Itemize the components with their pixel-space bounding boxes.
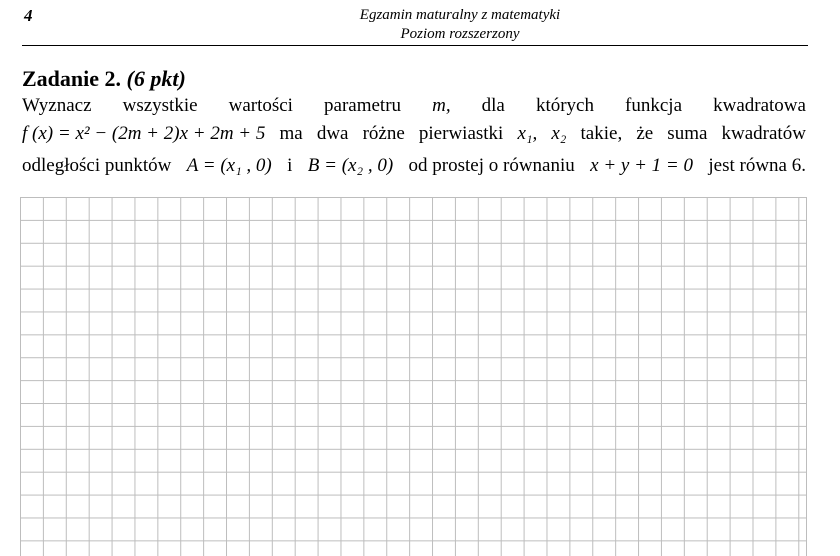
text-fragment: i [287, 155, 293, 176]
word: dla [481, 95, 505, 116]
word: parametru [324, 95, 402, 116]
point-a: A = (x₁ , 0) [186, 155, 272, 176]
task-text-line-1 [22, 95, 806, 117]
word: kwadratowa [713, 95, 806, 116]
word: pierwiastki [418, 123, 504, 144]
text-fragment: od prostej o równaniu [408, 155, 575, 176]
parameter-m: m, [432, 95, 451, 116]
word: Wyznacz [22, 95, 92, 116]
root-x2: x₂ [551, 123, 567, 144]
header-rule [22, 45, 808, 46]
word: wartości [228, 95, 293, 116]
exam-title: Egzamin maturalny z matematyki [359, 7, 561, 23]
task-points: (6 pkt) [126, 66, 186, 91]
word: ma [279, 123, 303, 144]
task-number: Zadanie 2. [22, 66, 122, 91]
page-number: 4 [24, 6, 33, 25]
root-x1: x₁, [517, 123, 538, 144]
text-fragment: odległości punktów [22, 155, 172, 176]
task-heading [22, 66, 186, 92]
task-text-line-2 [22, 123, 806, 145]
line-equation: x + y + 1 = 0 [590, 155, 693, 176]
task-text-line-3 [22, 155, 806, 177]
function-formula: f (x) = x² − (2m + 2)x + 2m + 5 [22, 123, 266, 144]
text-fragment: jest równa 6. [708, 155, 806, 176]
word: że [636, 123, 654, 144]
word: dwa [316, 123, 349, 144]
word: których [535, 95, 594, 116]
point-b: B = (x₂ , 0) [307, 155, 394, 176]
answer-grid[interactable] [20, 197, 807, 556]
exam-level: Poziom rozszerzony [400, 26, 520, 42]
word: kwadratów [721, 123, 806, 144]
word: suma [667, 123, 708, 144]
word: takie, [580, 123, 623, 144]
word: różne [362, 123, 405, 144]
word: funkcja [625, 95, 683, 116]
page-header [260, 6, 660, 44]
word: wszystkie [122, 95, 198, 116]
